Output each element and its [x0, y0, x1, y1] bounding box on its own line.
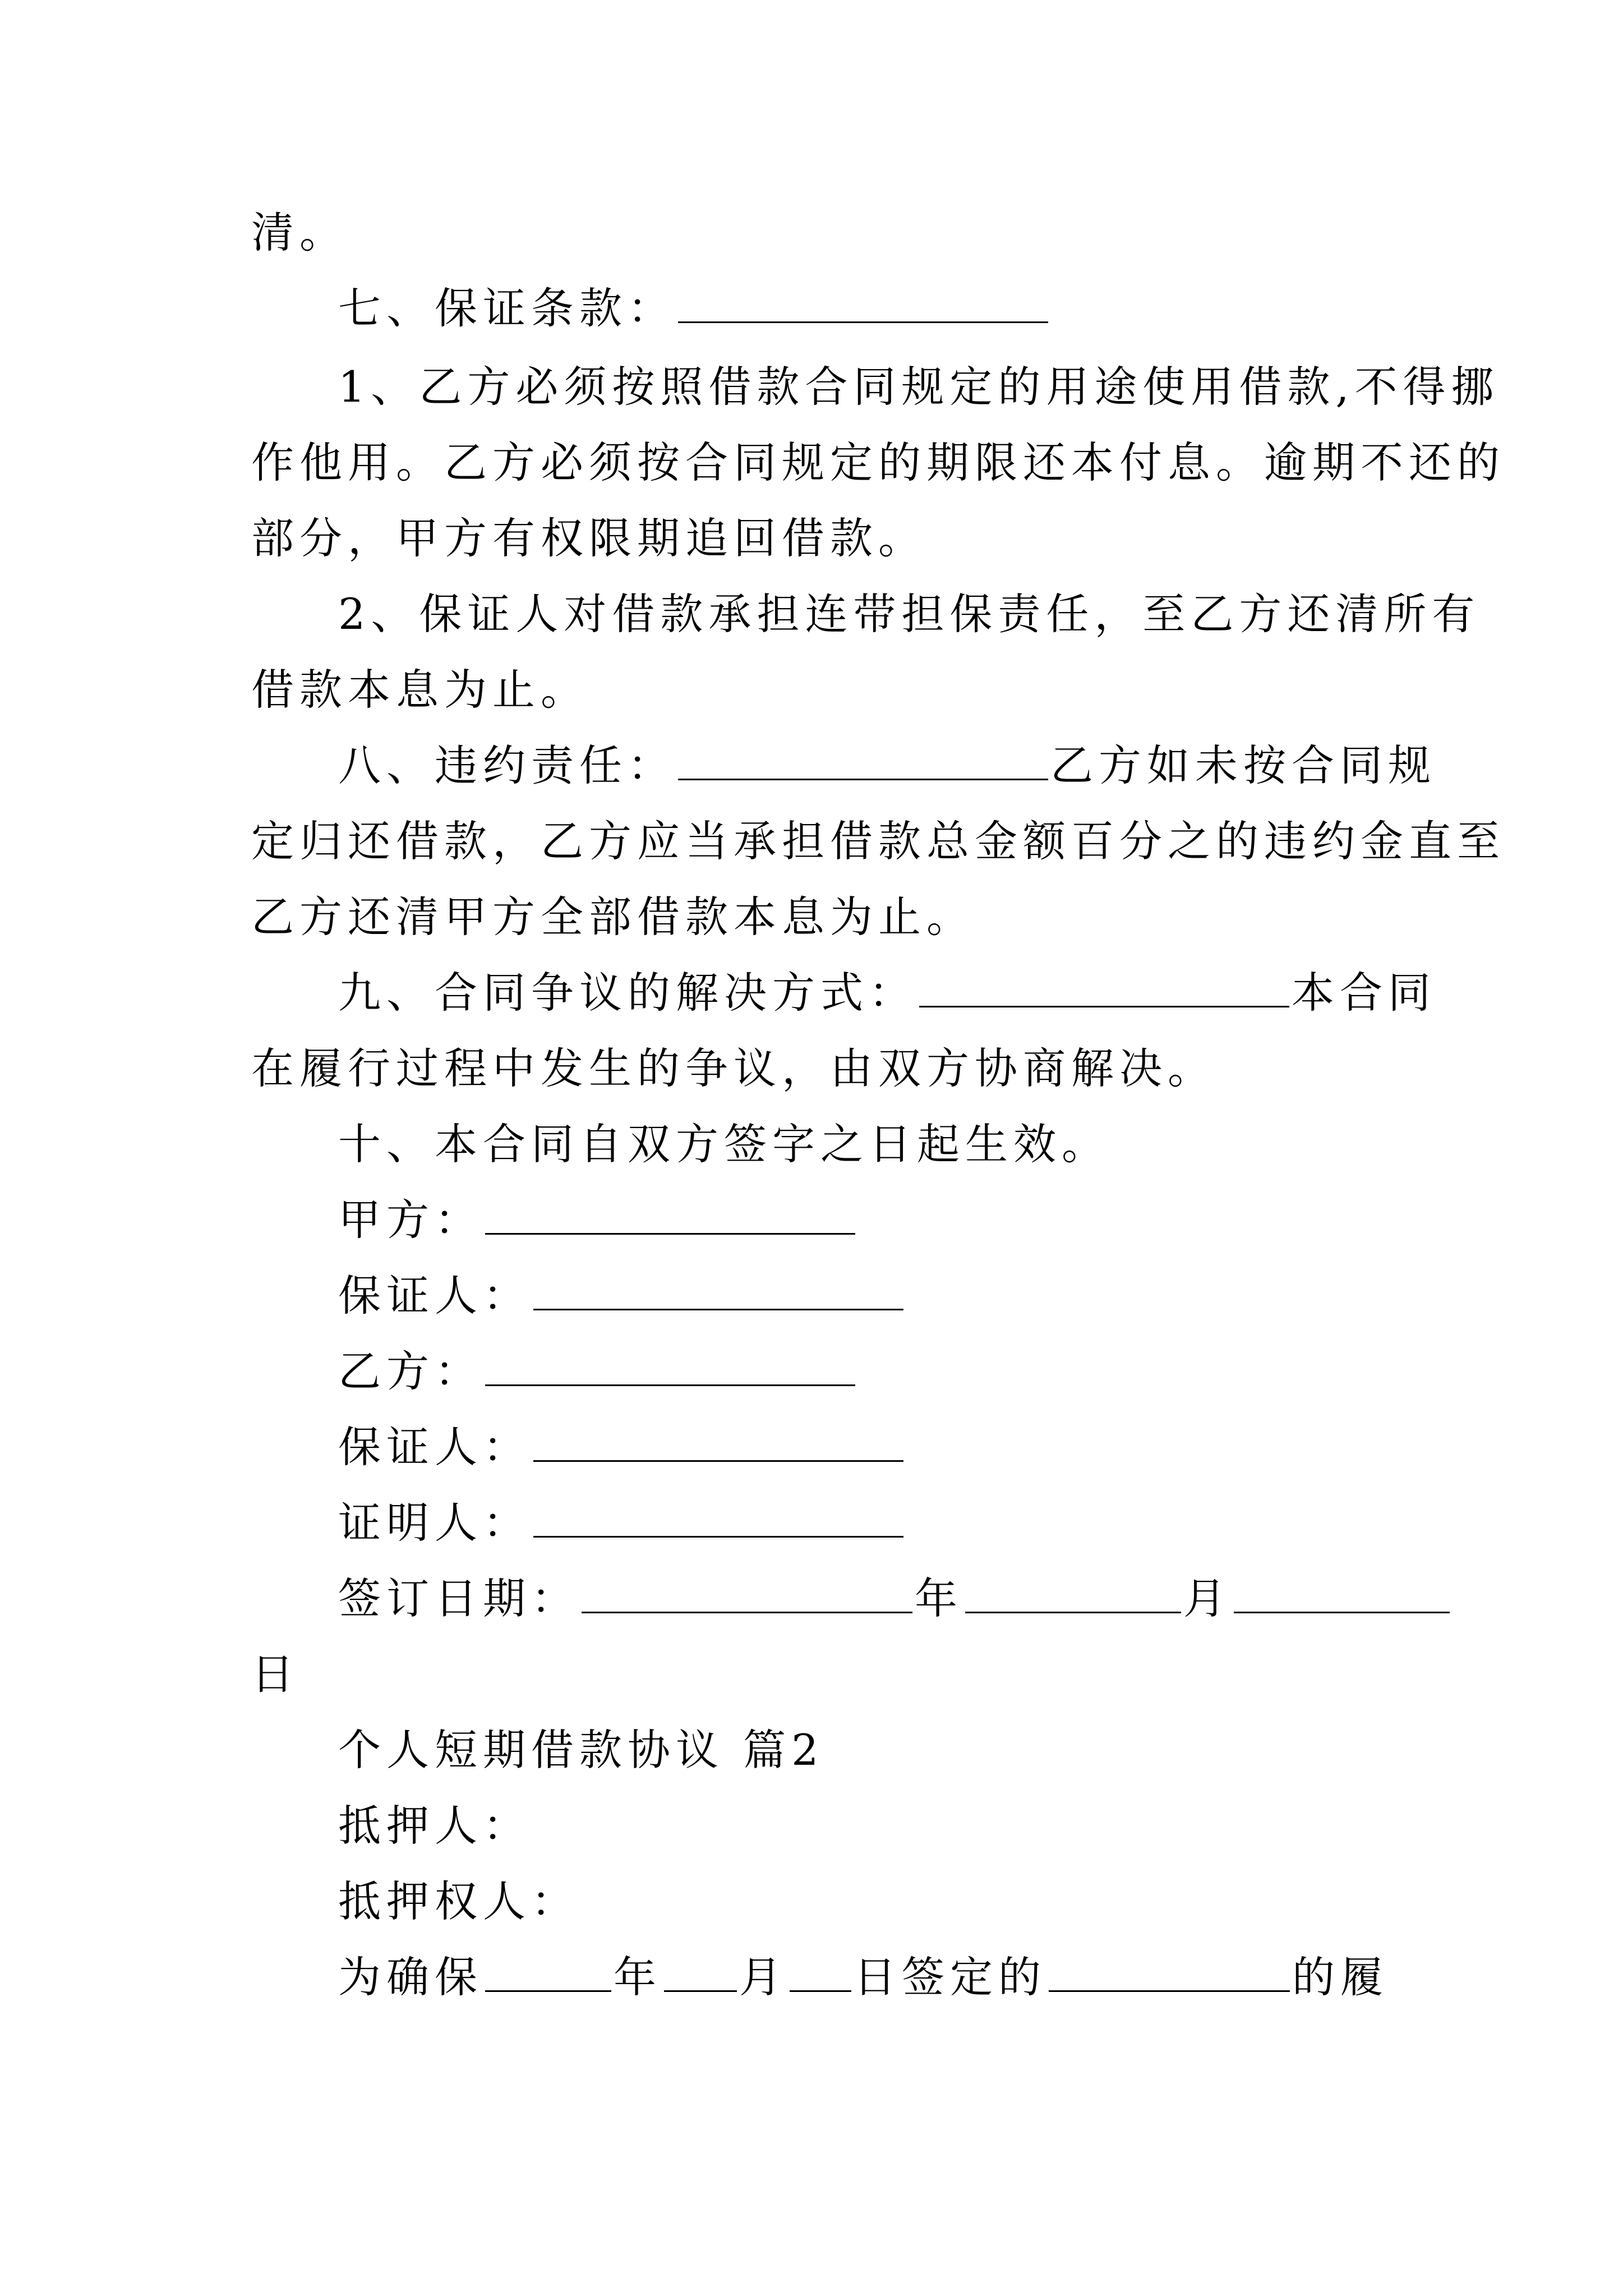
line-text: 日签定的: [854, 1952, 1046, 2002]
line-text: 部分，甲方有权限期追回借款。: [251, 513, 926, 563]
blank-field: [533, 1502, 903, 1538]
clause-7-2-line-1: [338, 586, 1481, 642]
line-text: 清。: [251, 208, 348, 257]
line-text: 七、保证条款：: [338, 283, 676, 333]
line-text: 个人短期借款协议 篇2: [338, 1725, 824, 1775]
clause-8-line-2: [251, 813, 1505, 869]
mortgagee-label: [338, 1874, 1460, 1930]
line-text: 月: [739, 1952, 787, 2002]
line-text: 甲方：: [338, 1195, 483, 1245]
signing-date-day: [251, 1646, 1373, 1703]
blank-field: [485, 1199, 855, 1235]
blank-field: [678, 745, 1048, 780]
blank-field: [678, 288, 1048, 323]
line-text: 乙方如未按合同规: [1050, 740, 1436, 790]
signature-party-b: [338, 1343, 1460, 1400]
signature-guarantor-2: [338, 1419, 1460, 1475]
line-text: 乙方：: [338, 1346, 483, 1396]
clause-9-line-1: [338, 965, 1460, 1021]
guarantee-line: [338, 1949, 1460, 2005]
clause-9-line-2: [251, 1041, 1373, 1097]
line-text: 签订日期：: [338, 1573, 579, 1623]
line-text: 保证人：: [338, 1271, 531, 1320]
line-text: 借款本息为止。: [251, 665, 589, 715]
blank-field: [533, 1275, 903, 1310]
line-text: 十、本合同自双方签字之日起生效。: [338, 1119, 1110, 1169]
blank-field: [664, 1957, 737, 1992]
line-text: 定归还借款，乙方应当承担借款总金额百分之的违约金直至: [251, 816, 1505, 866]
line-text: 年: [915, 1573, 963, 1623]
line-text: 的履: [1292, 1952, 1389, 2002]
signature-guarantor-1: [338, 1268, 1460, 1324]
line-text: 抵押权人：: [338, 1876, 579, 1926]
clause-7-1-line-2: [251, 435, 1505, 491]
clause-7-2-line-2: [251, 662, 1373, 718]
clause-7-1-line-3: [251, 510, 1373, 567]
blank-field: [965, 1578, 1181, 1613]
line-text: 月: [1183, 1573, 1232, 1623]
line-text: 证明人：: [338, 1498, 531, 1548]
signature-witness: [338, 1495, 1460, 1551]
clause-8-line-3: [251, 889, 1373, 945]
line-text: 日: [251, 1649, 299, 1699]
line-text: 八、违约责任：: [338, 740, 676, 790]
line-text: 九、合同争议的解决方式：: [338, 968, 917, 1018]
clause-7-heading: [338, 280, 1460, 337]
line-text: 本合同: [1292, 968, 1436, 1018]
blank-field: [582, 1578, 912, 1613]
blank-field: [1049, 1957, 1290, 1992]
line-text: 2、保证人对借款承担连带担保责任，至乙方还清所有: [338, 589, 1481, 639]
blank-field: [790, 1957, 851, 1992]
line-text: 保证人：: [338, 1422, 531, 1472]
line-text: 为确保: [338, 1952, 483, 2002]
line-text: 年: [614, 1952, 662, 2002]
line-text: 乙方还清甲方全部借款本息为止。: [251, 892, 975, 942]
line-text: 在履行过程中发生的争议，由双方协商解决。: [251, 1043, 1216, 1093]
signing-date: [338, 1571, 1460, 1627]
blank-field: [919, 972, 1289, 1007]
clause-8-line-1: [338, 738, 1460, 794]
line-text: 抵押人：: [338, 1801, 531, 1851]
text-line: [251, 205, 1373, 261]
clause-7-1-line-1: [338, 359, 1500, 415]
line-text: 作他用。乙方必须按合同规定的期限还本付息。逾期不还的: [251, 438, 1505, 487]
clause-10: [338, 1116, 1460, 1172]
blank-field: [533, 1427, 903, 1462]
blank-field: [1234, 1578, 1450, 1613]
line-text: 1、乙方必须按照借款合同规定的用途使用借款,不得挪: [338, 362, 1500, 412]
signature-party-a: [338, 1192, 1460, 1248]
section-title: [338, 1722, 1460, 1778]
blank-field: [485, 1957, 611, 1992]
mortgagor-label: [338, 1798, 1460, 1854]
blank-field: [485, 1351, 855, 1386]
